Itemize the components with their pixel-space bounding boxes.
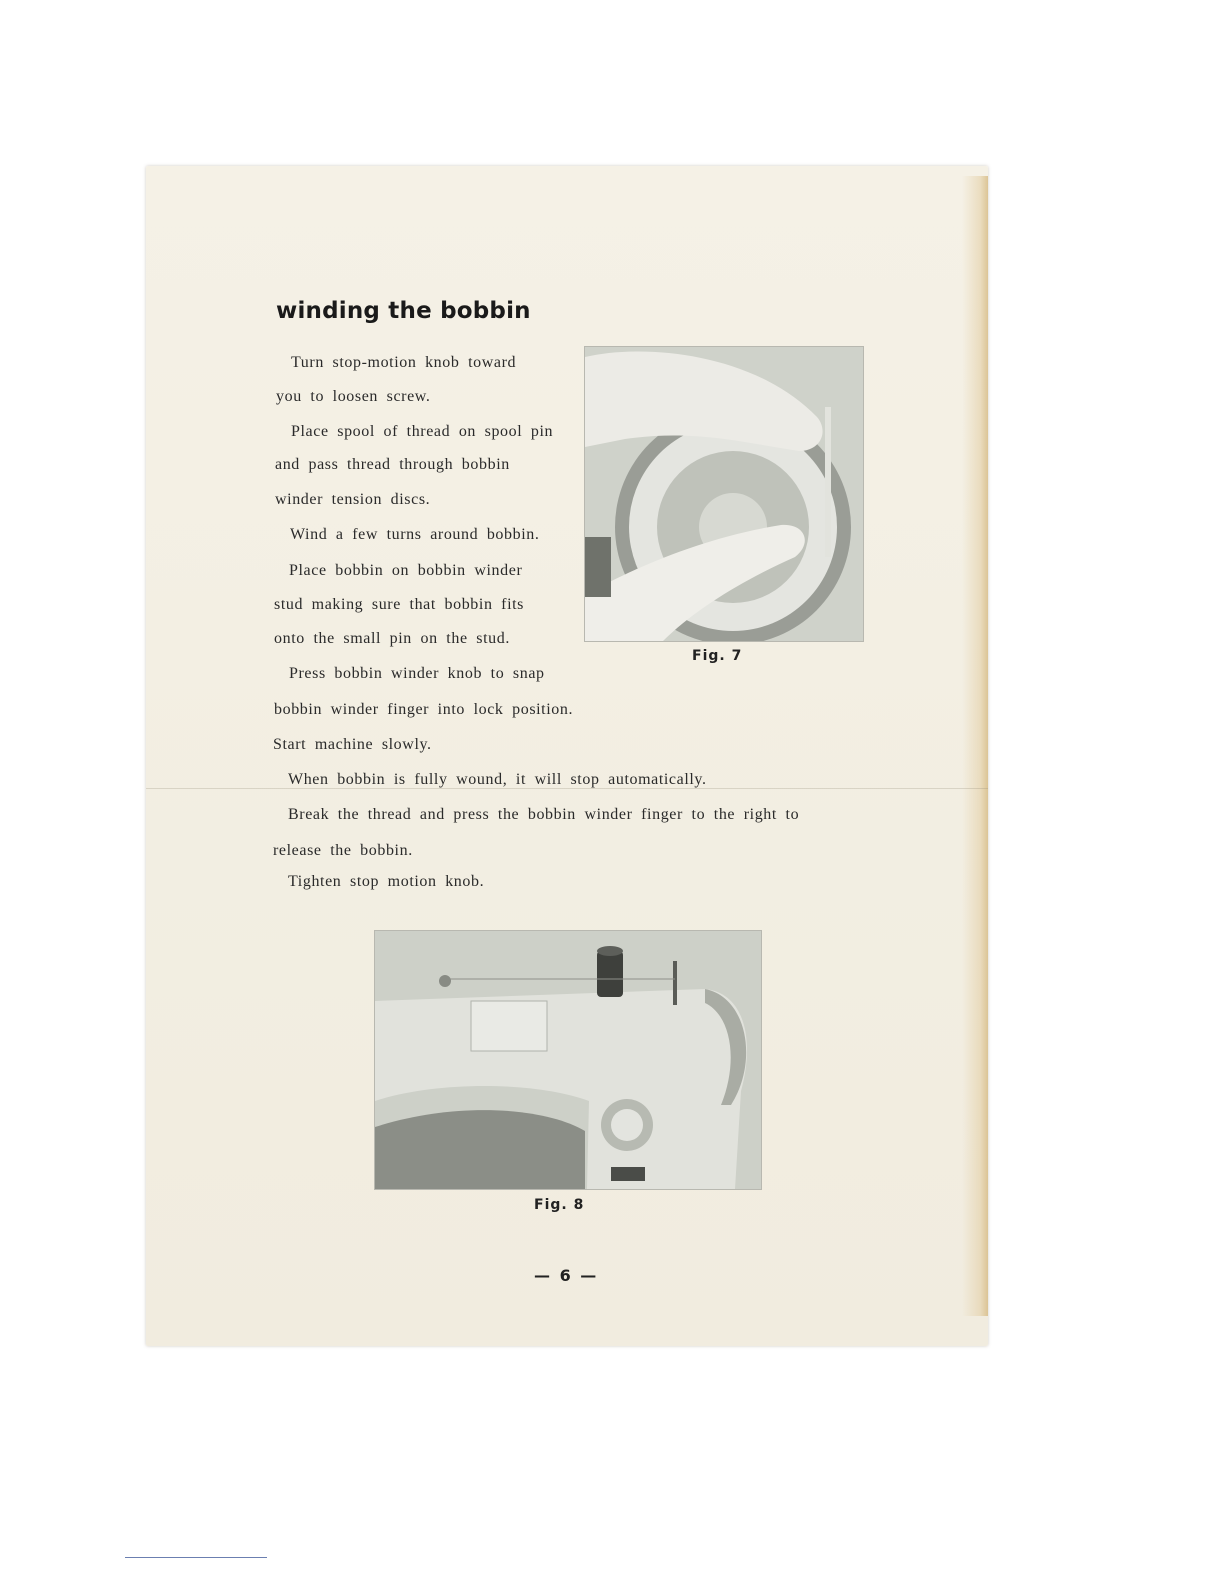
bottom-rule — [125, 1557, 267, 1558]
body-line: onto the small pin on the stud. — [274, 630, 510, 647]
body-line: winder tension discs. — [275, 491, 431, 508]
body-line: Start machine slowly. — [273, 736, 432, 753]
body-line: Turn stop-motion knob toward — [291, 354, 517, 371]
body-line: bobbin winder finger into lock position. — [274, 701, 574, 718]
body-line: Place bobbin on bobbin winder — [289, 562, 523, 579]
section-heading: winding the bobbin — [276, 298, 531, 324]
body-line: Place spool of thread on spool pin — [291, 423, 554, 440]
body-line: Tighten stop motion knob. — [288, 873, 485, 890]
manual-page — [146, 166, 988, 1346]
handwheel-illustration — [585, 347, 863, 641]
figure-7-caption: Fig. 7 — [692, 648, 743, 664]
body-line: Wind a few turns around bobbin. — [290, 526, 540, 543]
body-line: you to loosen screw. — [276, 388, 431, 405]
figure-8-caption: Fig. 8 — [534, 1197, 585, 1213]
body-line: When bobbin is fully wound, it will stop automatically. — [288, 771, 707, 788]
body-line: and pass thread through bobbin — [275, 456, 510, 473]
page-number: — 6 — — [534, 1266, 599, 1285]
body-line: Break the thread and press the bobbin winder finger to the right to — [288, 806, 800, 823]
figure-7-photo — [584, 346, 864, 642]
paper-stain — [962, 176, 988, 1316]
sewing-machine-illustration — [375, 931, 761, 1189]
body-line: Press bobbin winder knob to snap — [289, 665, 545, 682]
figure-8-photo — [374, 930, 762, 1190]
body-line: release the bobbin. — [273, 842, 413, 859]
body-line: stud making sure that bobbin fits — [274, 596, 525, 613]
